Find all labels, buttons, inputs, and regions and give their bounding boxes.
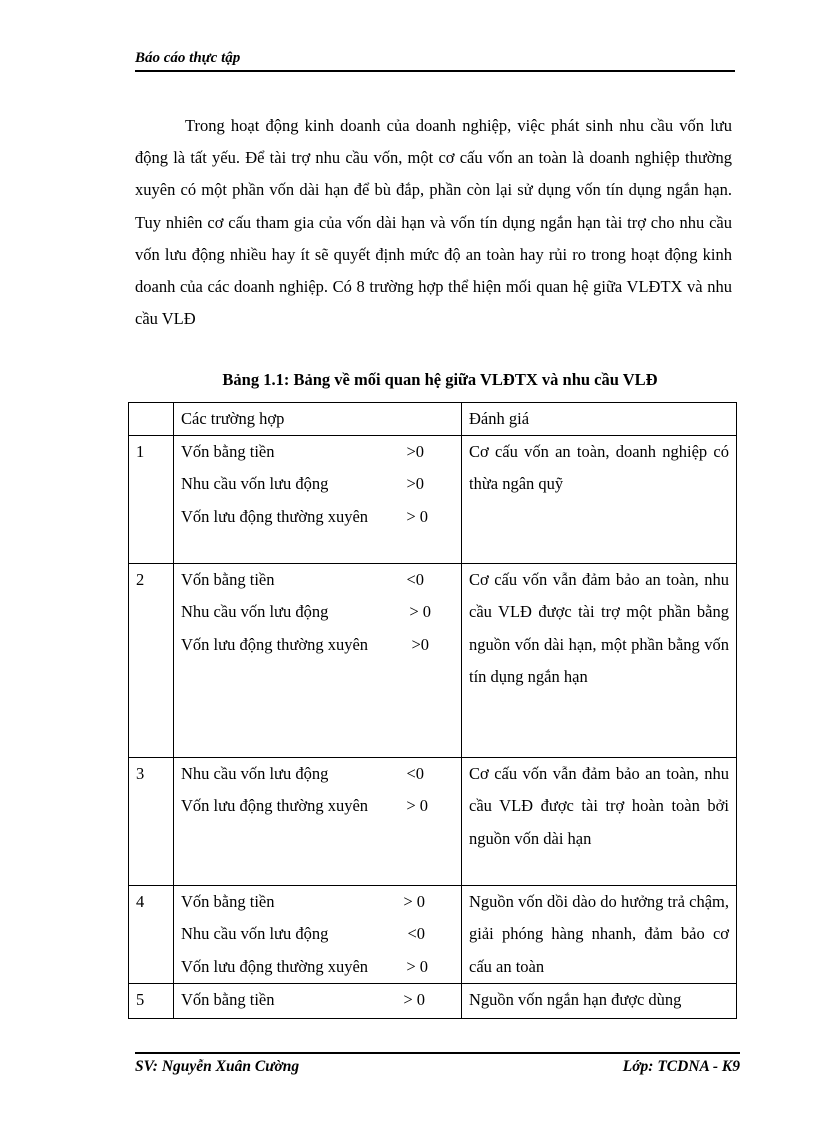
case-label: Vốn lưu động thường xuyên: [181, 506, 369, 526]
case-comparison: > 0: [406, 956, 428, 976]
case-label: Vốn bằng tiền: [181, 892, 275, 912]
table-header-row: [129, 403, 737, 436]
case-label: Vốn bằng tiền: [181, 989, 275, 1009]
header-eval: Đánh giá: [462, 403, 737, 436]
case-comparison: >0: [406, 474, 424, 494]
case-line: [181, 886, 425, 918]
case-comparison: <0: [406, 764, 424, 784]
table-row: [129, 436, 737, 564]
table-row: [129, 886, 737, 984]
case-label: Vốn bằng tiền: [181, 570, 275, 590]
case-label: Nhu cầu vốn lưu động: [181, 602, 329, 622]
page-footer: [135, 1052, 740, 1080]
case-line: [181, 918, 425, 950]
case-line: [181, 790, 428, 822]
case-comparison: >0: [406, 442, 424, 462]
case-label: Vốn bằng tiền: [181, 442, 275, 462]
header-cases: Các trường hợp: [174, 403, 462, 436]
row-num: 2: [129, 564, 174, 758]
case-line: [181, 984, 425, 1016]
table-row: [129, 564, 737, 758]
case-line: [181, 951, 428, 983]
row-eval: Cơ cấu vốn vẫn đảm bảo an toàn, nhu cầu VLĐ được tài trợ hoàn toàn bởi nguồn vốn dài hạn: [462, 758, 737, 886]
footer-student: SV: Nguyễn Xuân Cường: [135, 1058, 300, 1075]
case-label: Nhu cầu vốn lưu động: [181, 764, 329, 784]
header-title: Báo cáo thực tập: [135, 50, 241, 66]
case-comparison: > 0: [403, 892, 425, 912]
case-label: Nhu cầu vốn lưu động: [181, 924, 329, 944]
row-cases: [174, 983, 462, 1018]
row-num: 5: [129, 983, 174, 1018]
case-comparison: > 0: [409, 602, 431, 622]
case-label: Vốn lưu động thường xuyên: [181, 796, 369, 816]
case-comparison: <0: [406, 570, 424, 590]
paragraph-text: Trong hoạt động kinh doanh của doanh nghiệp, việc phát sinh nhu cầu vốn lưu động là tất yếu. Để tài trợ nhu cầu vốn, một cơ cấu vốn an toàn là doanh nghiệp thường xuyên có một phần vốn dài hạn để bù đắp, phần còn lại sử dụng vốn tín dụng ngắn hạn. Tuy nhiên cơ cấu tham gia của vốn dài hạn và vốn tín dụng ngắn hạn tài trợ cho nhu cầu vốn lưu động nhiều hay ít sẽ quyết định mức độ an toàn hay rủi ro trong hoạt động kinh doanh của các doanh nghiệp. Có 8 trường hợp thể hiện mối quan hệ giữa VLĐTX và nhu cầu VLĐ: [135, 116, 732, 329]
case-line: [181, 436, 424, 468]
case-line: [181, 468, 424, 500]
case-label: Vốn lưu động thường xuyên: [181, 634, 369, 654]
case-comparison: > 0: [406, 796, 428, 816]
row-eval: Cơ cấu vốn an toàn, doanh nghiệp có thừa ngân quỹ: [462, 436, 737, 564]
case-line: [181, 758, 424, 790]
case-label: Nhu cầu vốn lưu động: [181, 474, 329, 494]
relationship-table: [128, 402, 737, 1019]
table-row: [129, 983, 737, 1018]
row-cases: [174, 758, 462, 886]
case-label: Vốn lưu động thường xuyên: [181, 956, 369, 976]
case-line: [181, 629, 429, 661]
case-comparison: >0: [411, 634, 429, 654]
row-cases: [174, 436, 462, 564]
row-eval: Nguồn vốn ngắn hạn được dùng: [462, 983, 737, 1018]
row-num: 1: [129, 436, 174, 564]
table-caption: Bảng 1.1: Bảng về mối quan hệ giữa VLĐTX và nhu cầu VLĐ: [222, 370, 658, 389]
case-comparison: > 0: [403, 989, 425, 1009]
row-eval: Cơ cấu vốn vẫn đảm bảo an toàn, nhu cầu VLĐ được tài trợ một phần bằng nguồn vốn dài hạn, một phần bằng vốn tín dụng ngắn hạn: [462, 564, 737, 758]
row-num: 4: [129, 886, 174, 984]
case-comparison: > 0: [406, 506, 428, 526]
row-cases: [174, 886, 462, 984]
table-row: [129, 758, 737, 886]
row-num: 3: [129, 758, 174, 886]
page-header: [135, 48, 735, 72]
case-line: [181, 501, 428, 533]
footer-class: Lớp: TCDNA - K9: [622, 1058, 740, 1075]
body-paragraph: [135, 110, 732, 335]
header-num: [129, 403, 174, 436]
row-eval: Nguồn vốn dồi dào do hưởng trả chậm, giải phóng hàng nhanh, đảm bảo cơ cấu an toàn: [462, 886, 737, 984]
case-comparison: <0: [407, 924, 425, 944]
case-line: [181, 596, 431, 628]
row-cases: [174, 564, 462, 758]
case-line: [181, 564, 424, 596]
